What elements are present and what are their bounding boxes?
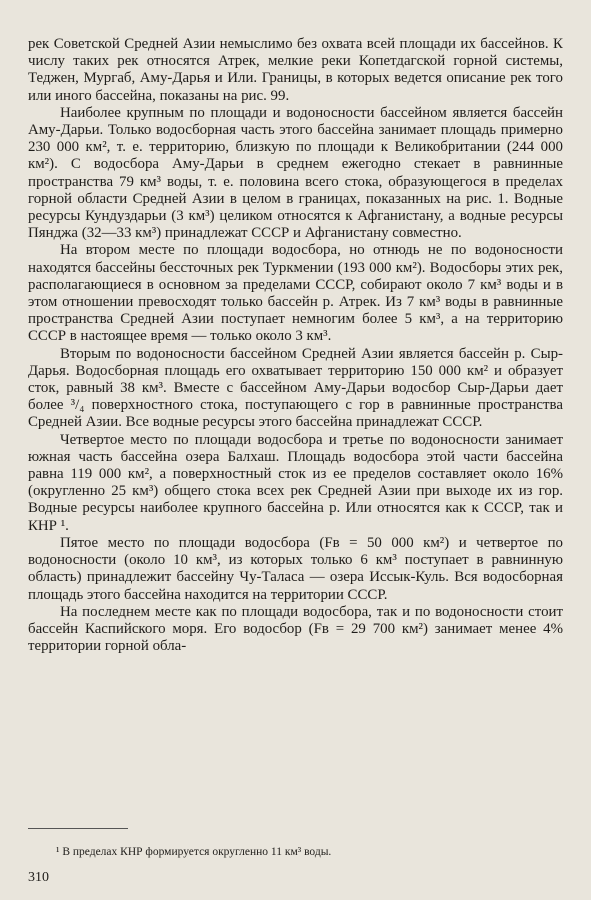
paragraph: На последнем месте как по площади водосбора, так и по водоносности стоит бассейн Каспийского моря. Его водосбор (Fв = 29 700 км²) занимает менее 4% территории горной обла- (28, 603, 563, 655)
paragraph: рек Советской Средней Азии немыслимо без охвата всей площади их бассейнов. К числу таких рек относятся Атрек, мелкие реки Копетдагской горной системы, Теджен, Мургаб, Аму-Дарья и Или. Границы, в которых ведется описание рек того или иного бассейна, показаны на рис. 99. (28, 36, 563, 104)
paragraph: Вторым по водоносности бассейном Средней Азии является бассейн р. Сыр-Дарья. Водосборная площадь его охватывает территорию 150 000 км² и образует сток, равный 38 км³. Вместе с бассейном Аму-Дарьи водосбор Сыр-Дарьи дает более ³/₄ поверхностного стока, поступающего с гор в равнинные пространства Средней Азии. Все водные ресурсы этого бассейна принадлежат СССР. (28, 345, 563, 431)
main-text (28, 36, 563, 655)
paragraph: Четвертое место по площади водосбора и третье по водоносности занимает южная часть бассейна озера Балхаш. Площадь водосбора этой части бассейна равна 119 000 км², а поверхностный сток из ее пределов составляет около 16% (округленно 25 км³) общего стока всех рек Средней Азии при выходе их из гор. Водные ресурсы наиболее крупного бассейна р. Или относятся как к СССР, так и КНР ¹. (28, 431, 563, 534)
paragraph: Пятое место по площади водосбора (Fв = 50 000 км²) и четвертое по водоносности (около 10 км³, из которых только 6 км³ поступает в равнинную область) принадлежит бассейну Чу-Таласа — озера Иссык-Куль. Вся водосборная площадь этого бассейна находится на территории СССР. (28, 534, 563, 603)
footnote-divider (28, 828, 128, 829)
page-number: 310 (28, 870, 49, 885)
paragraph: Наиболее крупным по площади и водоносности бассейном является бассейн Аму-Дарьи. Только водосборная часть этого бассейна занимает площадь примерно 230 000 км², т. е. территорию, близкую по площади к Великобритании (244 000 км²). С водосбора Аму-Дарьи в среднем ежегодно стекает в равнинные пространства 79 км³ воды, т. е. половина всего стока, образующегося в пределах горной области Средней Азии в целом в границах, показанных на рис. 1. Водные ресурсы Кундуздарьи (3 км³) целиком относятся к Афганистану, а водные ресурсы Пянджа (32—33 км³) принадлежат СССР и Афганистану совместно. (28, 104, 563, 242)
footnote: ¹ В пределах КНР формируется округленно 11 км³ воды. (56, 846, 332, 858)
paragraph: На втором месте по площади водосбора, но отнюдь не по водоносности находятся бассейны бессточных рек Туркмении (193 000 км²). Водосборы этих рек, располагающиеся в основном за пределами СССР, собирают около 7 км³ воды и в этом отношении превосходят только бассейн р. Атрек. Из 7 км³ воды в равнинные пространства Средней Азии поступает немногим более 5 км³, а на территорию СССР в настоящее время — только около 3 км³. (28, 242, 563, 345)
